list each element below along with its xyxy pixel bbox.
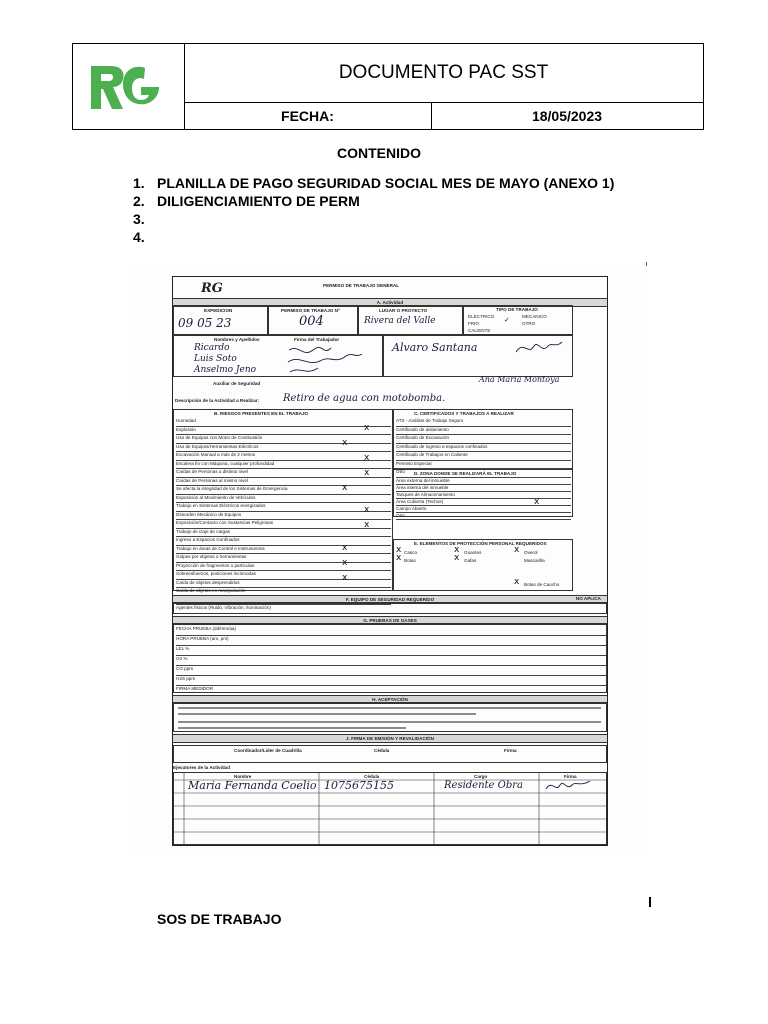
risk-rows [176,418,391,614]
fecha-label: FECHA: [184,102,432,129]
section-d-title: D. ZONA DONDE SE REALIZARÁ EL TRABAJO [414,471,517,476]
list-text: PLANILLA DE PAGO SEGURIDAD SOCIAL MES DE MAYO (ANEXO 1) [157,175,615,191]
workers-header: Nombres y Apellidos [214,337,260,342]
svg-text:RG: RG [201,281,223,294]
ejecutores-table [173,772,607,845]
cedula-label: Cédula [374,748,390,753]
gas-table [173,623,607,693]
permiso-number: 004 [299,314,324,329]
check-mark: x [342,438,348,448]
tipo-option: ELECTRICO [468,314,495,319]
ppe-label: Gafas [464,558,477,563]
risk-label: Desorden Mecánico de Equipos [176,511,242,517]
section-a-band: A. Actividad [173,298,607,307]
worker-signatures [284,342,379,376]
descripcion-label: Descripción de la Actividad a Realizar: [175,398,260,403]
ppe-label: Guantes [464,550,482,555]
risk-label: Caída de objetos en manipulación [176,588,246,593]
tipo-check-mark: ✓ [504,316,510,324]
risk-label: Uso de Equipos con Motor de Combustión [176,435,263,440]
ppe-table [393,539,573,591]
certificate-label: Certificado de Trabajos en Caliente [396,452,468,457]
section-heading-fragment: SOS DE TRABAJO [157,911,282,927]
ejecutor-grid [174,773,606,845]
risk-label: Caídas de Personas al mismo nivel [176,477,249,483]
check-mark: x [342,543,348,553]
lugar-value: Rivera del Valle [364,316,436,326]
ejecutor-col-header: Cédula [364,774,380,779]
form-logo [201,280,227,294]
list-number: 1. [133,175,145,191]
list-number: 3. [133,211,145,227]
company-logo [87,60,167,114]
ejecutor-cargo: Residente Obra [444,780,523,791]
gas-row-label: O2 % [176,656,188,661]
tipo-option: FRIO [468,321,479,326]
risk-label: Sobreesfuerzos, posiciones incómodas [176,571,256,576]
ejecutor-cedula: 1075675155 [324,779,394,792]
check-mark: x [396,553,402,563]
risk-label: Exposición al Movimiento de Vehículos [176,494,256,500]
risk-label: Escalera fin con Máquina, cualquier profundidad [176,460,275,466]
ppe-label: Botas [404,558,416,563]
zone-label: Área interna del inmueble [396,485,449,490]
list-text [157,228,663,246]
risk-label: Explosión [176,426,196,432]
scanned-permit-image [134,266,648,854]
zone-label: Campo Abierto [396,506,427,511]
responsable-signature [514,338,564,358]
permiso-box [268,305,358,335]
risk-label: Trabajo en áreas de Control e Instrumentos [176,545,265,551]
risk-label: Exposición/Contacto con Sustancias Peligrosas [176,520,274,525]
permit-form [172,276,608,846]
ejecutor-col-header: Cargo [474,774,488,779]
risk-label: Ingreso a Espacios Confinados [176,537,240,542]
ppe-label: Mascarilla [524,558,545,563]
section-c-title: C. CERTIFICADOS Y TRABAJOS A REALIZAR [414,411,514,416]
risk-label: Caídas de Personas a distinto nivel [176,469,249,474]
ejecutor-name: Maria Fernanda Coelio [188,779,317,792]
section-h-band: H. ACEPTACIÓN [173,695,607,704]
lugar-box [358,305,463,335]
list-item [133,174,663,192]
section-f-band: F. EQUIPO DE SEGURIDAD REQUERIDO [173,595,607,604]
document-title: DOCUMENTO PAC SST [184,44,703,103]
workers-firma-header: Firma del Trabajador [294,337,340,342]
check-mark: x [342,573,348,583]
risk-label: Trabajo en Sistemas Eléctricos energizados [176,503,266,508]
permiso-label: PERMISO DE TRABAJO Nº [281,308,340,313]
logo-cell [73,44,185,129]
responsable-name: Alvaro Santana [392,341,478,354]
gas-rows [176,626,606,696]
coordinador-row [173,745,607,763]
gas-row-label: CO ppm [176,666,194,671]
ppe-label: Botas de Caucho [524,582,560,587]
check-mark: x [364,423,370,433]
no-aplica-label: NO APLICA [575,596,601,601]
check-mark: x [454,545,460,555]
tipo-option: MECANICO [522,314,547,319]
acceptance-text-box [173,702,607,732]
check-mark: x [534,497,540,507]
gas-row-label: LEL % [176,646,190,651]
zone-label: Otro [396,513,405,518]
zone-label: Tanques de Almacenamiento [396,492,455,497]
safety-equipment-row [173,602,607,614]
check-mark: x [514,545,520,555]
lugar-label: LUGAR O PROYECTO [379,308,428,313]
worker-name: Ricardo [194,343,230,353]
check-mark: x [342,483,348,493]
expedicion-label: EXPEDICION [204,308,233,313]
check-mark: x [342,558,348,568]
list-item [133,210,663,228]
auxiliar-name: Ana Maria Montoya [479,375,560,384]
section-b-title: B. RIESGOS PRESENTES EN EL TRABAJO [214,411,309,416]
list-number: 4. [133,229,145,245]
certificate-label: Otro [396,469,405,474]
firma-label: Firma [504,748,517,753]
certificate-label: Permiso Especial [396,460,432,466]
certificate-label: Certificado de aislamiento [396,426,449,432]
list-text: DILIGENCIAMIENTO DE PERM [157,193,360,209]
risk-label: Agentes físicos (Ruido, Vibración, Iluminación) [176,605,271,610]
contenido-heading: CONTENIDO [337,145,421,161]
workers-box [173,335,383,377]
risk-label: Caída de objetos desprendidos [176,579,240,585]
section-e-title: E. ELEMENTOS DE PROTECCIÓN PERSONAL REQUERIDOS [414,541,547,546]
acceptance-text-lines [176,704,606,732]
gas-row-label: H2S ppm [176,676,196,681]
risk-label: Golpes por objetos o herramientas [176,554,247,559]
responsable-box [383,335,573,377]
ejecutor-col-header: Nombre [234,774,252,779]
risk-label: Uso de Equipos/Herramientas Eléctricos [176,443,259,449]
list-text [157,210,663,228]
zone-label: Área externa del inmueble [396,478,450,483]
descripcion-text: Retiro de agua con motobomba. [283,393,446,404]
zone-table [393,469,573,517]
check-mark: x [454,553,460,563]
worker-name: Anselmo Jeno [194,365,257,375]
risk-label: Se afecta la integridad de los Sistemas de Emergencia [176,486,288,491]
expedicion-box [173,305,268,335]
ppe-label: Overol [524,550,538,555]
check-mark: x [364,453,370,463]
gas-row-label: FECHA PRUEBA (dd/mm/aa) [176,626,236,631]
check-mark: x [514,577,520,587]
tipo-option: CALIENTE [468,328,491,333]
section-j-band: J. FIRMA DE EMISIÓN Y REVALIDACIÓN [173,734,607,743]
zone-rows [396,478,571,520]
page-edge-mark [649,897,651,907]
fecha-value: 18/05/2023 [531,107,603,124]
auxiliar-label: Auxiliar de Seguridad [213,381,261,386]
form-title: PERMISO DE TRABAJO GENERAL [323,283,400,288]
tipo-option: OTRO [522,321,536,326]
check-mark: x [364,520,370,530]
zone-label: Área Cubierta (Techos) [396,499,444,504]
document-header [72,43,704,130]
check-mark: x [396,545,402,555]
gas-row-label: FIRMA MEDIDOR [176,686,214,691]
check-mark: x [364,505,370,515]
risk-label: Trabajo de izaje de cargas [176,528,230,534]
section-g-band: G. PRUEBAS DE GASES [173,616,607,625]
content-list [133,174,663,246]
ppe-label: Casco [404,550,418,555]
certificate-label: Certificado de Excavación [396,435,450,440]
coordinador-label: Coordinador/Lider de Cuadrilla [234,748,302,753]
list-item [133,228,663,246]
risk-label: Humedad [176,418,196,423]
tipo-label: TIPO DE TRABAJO [496,307,538,312]
gas-row-label: HORA PRUEBA (am, pm) [176,636,229,641]
list-number: 2. [133,193,145,209]
risk-label: Proyección de fragmentos o partículas [176,562,255,568]
risk-label: Excavación Manual a más de 2 metros [176,452,256,457]
ejecutor-col-header: Firma [564,774,577,779]
expedicion-date: 09 05 23 [178,316,232,330]
list-item [133,192,663,210]
check-mark: x [364,468,370,478]
worker-name: Luis Soto [194,354,237,364]
tipo-box [463,305,573,335]
certificate-label: Certificado de ingreso a espacios confinados [396,443,488,449]
certificate-label: ATS - Análisis de Trabajo Seguro [396,418,464,423]
ejecutores-label: Ejecutores de la Actividad [173,765,231,770]
